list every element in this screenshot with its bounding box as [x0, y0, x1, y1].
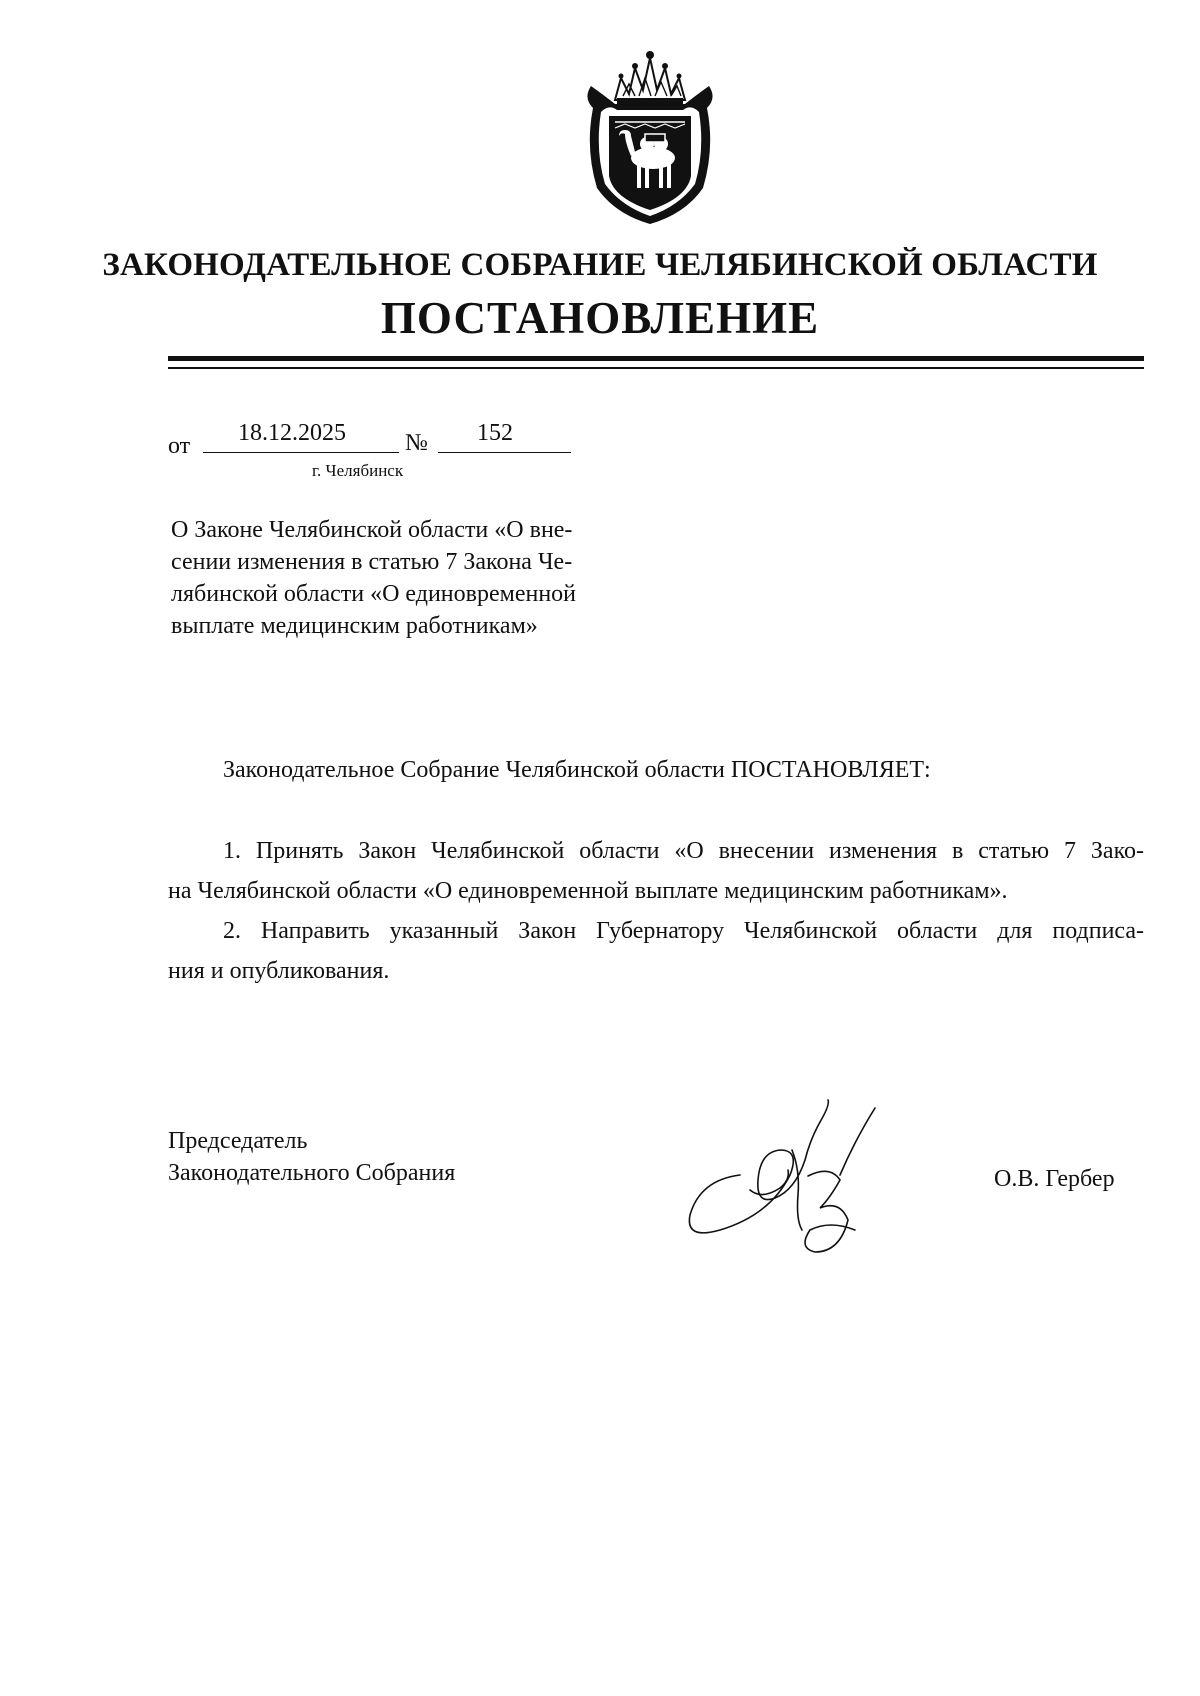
document-subject	[171, 514, 631, 642]
resolution-item-2	[168, 911, 1144, 991]
subject-line: О Законе Челябинской области «О вне-	[171, 517, 573, 543]
subject-line: выплате медицинским работникам»	[171, 613, 538, 639]
date-underline	[203, 452, 399, 453]
coat-of-arms-emblem	[575, 38, 725, 226]
city-label: г. Челябинск	[312, 461, 404, 480]
number-underline	[438, 452, 571, 453]
item-line: ния и опубликования.	[168, 958, 390, 984]
resolution-item-1	[168, 831, 1144, 911]
subject-line: лябинской области «О единовременной	[171, 581, 576, 607]
item-line: на Челябинской области «О единовременной выплате медицинским работникам».	[168, 878, 1008, 904]
from-label: от	[168, 433, 191, 459]
signer-title-line: Председатель	[168, 1128, 308, 1154]
handwritten-signature	[680, 1080, 920, 1260]
item-line: 2. Направить указанный Закон Губернатору Челябинской области для подписа-	[223, 918, 1144, 944]
crown-icon	[615, 51, 685, 105]
organization-title: ЗАКОНОДАТЕЛЬНОЕ СОБРАНИЕ ЧЕЛЯБИНСКОЙ ОБЛАСТИ	[102, 247, 1098, 283]
subject-line: сении изменения в статью 7 Закона Че-	[171, 549, 573, 575]
header-rule-thin	[168, 367, 1144, 369]
signer-title	[168, 1125, 455, 1189]
item-line: 1. Принять Закон Челябинской области «О внесении изменения в статью 7 Зако-	[223, 838, 1144, 864]
header-rule-thick	[168, 356, 1144, 361]
document-date: 18.12.2025	[238, 420, 346, 446]
number-label: №	[405, 430, 428, 456]
resolution-preamble: Законодательное Собрание Челябинской области ПОСТАНОВЛЯЕТ:	[223, 757, 931, 783]
signer-name: О.В. Гербер	[994, 1166, 1115, 1192]
document-number: 152	[477, 420, 513, 446]
document-type-title: ПОСТАНОВЛЕНИЕ	[380, 293, 820, 343]
signer-title-line: Законодательного Собрания	[168, 1160, 456, 1186]
